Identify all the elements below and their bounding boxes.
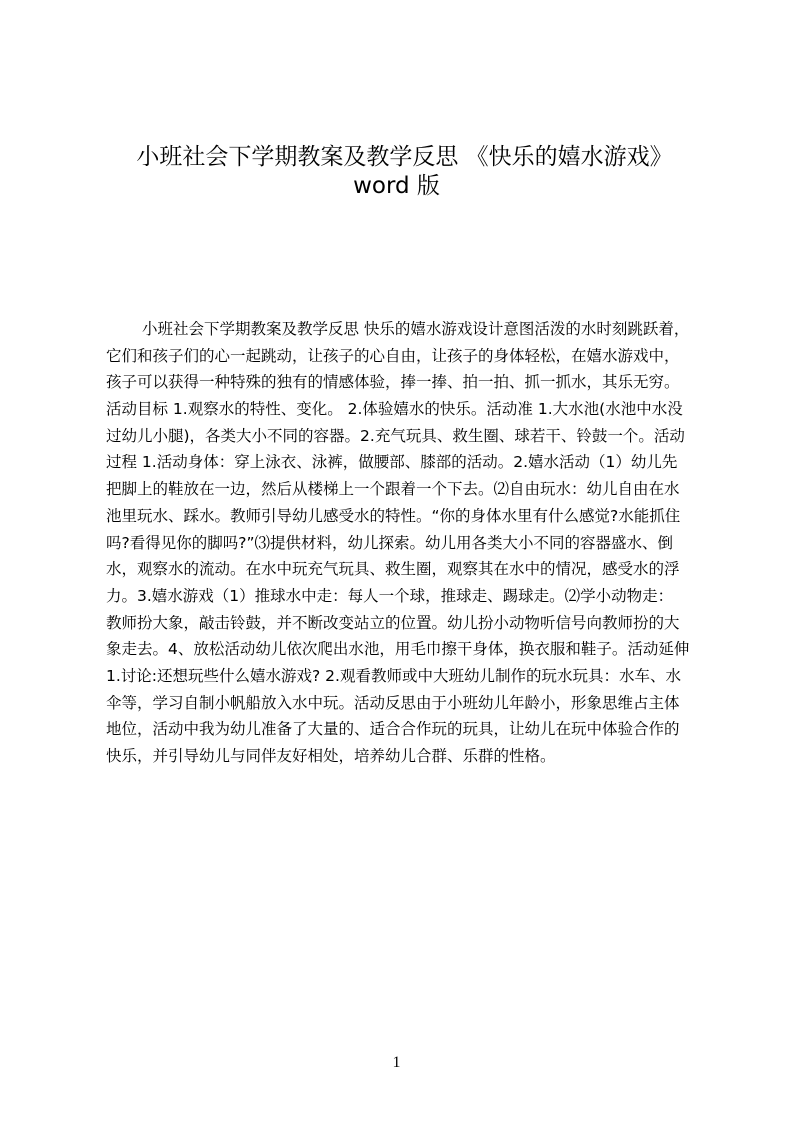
body-text-line: 池里玩水、踩水。教师引导幼儿感受水的特性。“你的身体水里有什么感觉?水能抓住 — [106, 506, 681, 525]
document-body — [106, 316, 698, 770]
body-text-line: 小班社会下学期教案及教学反思 快乐的嬉水游戏设计意图活泼的水时刻跳跃着， — [142, 320, 690, 338]
body-text-line: 1.讨论:还想玩些什么嬉水游戏? 2.观看教师或中大班幼儿制作的玩水玩具：水车、水 — [106, 666, 681, 685]
body-text-line: 吗?看得见你的脚吗?”⑶提供材料，幼儿探索。幼儿用各类大小不同的容器盛水、倒 — [106, 533, 673, 552]
body-text-line: 伞等，学习自制小帆船放入水中玩。活动反思由于小班幼儿年龄小，形象思维占主体 — [106, 693, 680, 712]
body-text-line: 活动目标 1.观察水的特性、变化。 2.体验嬉水的快乐。活动准 1.大水池(水池中水没 — [106, 400, 683, 419]
body-text-line: 水，观察水的流动。在水中玩充气玩具、救生圈，观察其在水中的情况，感受水的浮 — [106, 560, 680, 579]
body-text-line: 象走去。4、放松活动幼儿依次爬出水池，用毛巾擦干身体，换衣服和鞋子。活动延伸 — [106, 640, 690, 659]
document-title-line-1: 小班社会下学期教案及教学反思 《快乐的嬉水游戏》 — [136, 144, 673, 170]
body-text-line: 力。3.嬉水游戏（1）推球水中走：每人一个球，推球走、踢球走。⑵学小动物走： — [106, 586, 674, 605]
page-number: 1 — [392, 1054, 401, 1071]
body-text-line: 过程 1.活动身体：穿上泳衣、泳裤，做腰部、膝部的活动。2.嬉水活动（1）幼儿先 — [106, 453, 678, 472]
body-text-line: 把脚上的鞋放在一边，然后从楼梯上一个跟着一个下去。⑵自由玩水：幼儿自由在水 — [106, 480, 680, 499]
body-text-line: 地位，活动中我为幼儿准备了大量的、适合合作玩的玩具，让幼儿在玩中体验合作的 — [106, 720, 680, 739]
body-text-line: 过幼儿小腿)，各类大小不同的容器。2.充气玩具、救生圈、球若干、铃鼓一个。活动 — [106, 426, 685, 445]
document-title-line-2: word 版 — [353, 173, 440, 199]
body-text-line: 它们和孩子们的心一起跳动，让孩子的心自由，让孩子的身体轻松，在嬉水游戏中， — [106, 346, 680, 365]
body-text-line: 快乐，并引导幼儿与同伴友好相处，培养幼儿合群、乐群的性格。 — [106, 747, 556, 765]
body-text-line: 教师扮大象，敲击铃鼓，并不断改变站立的位置。幼儿扮小动物听信号向教师扮的大 — [106, 613, 680, 632]
body-text-line: 孩子可以获得一种特殊的独有的情感体验，捧一捧、拍一拍、抓一抓水，其乐无穷。 — [106, 373, 680, 392]
